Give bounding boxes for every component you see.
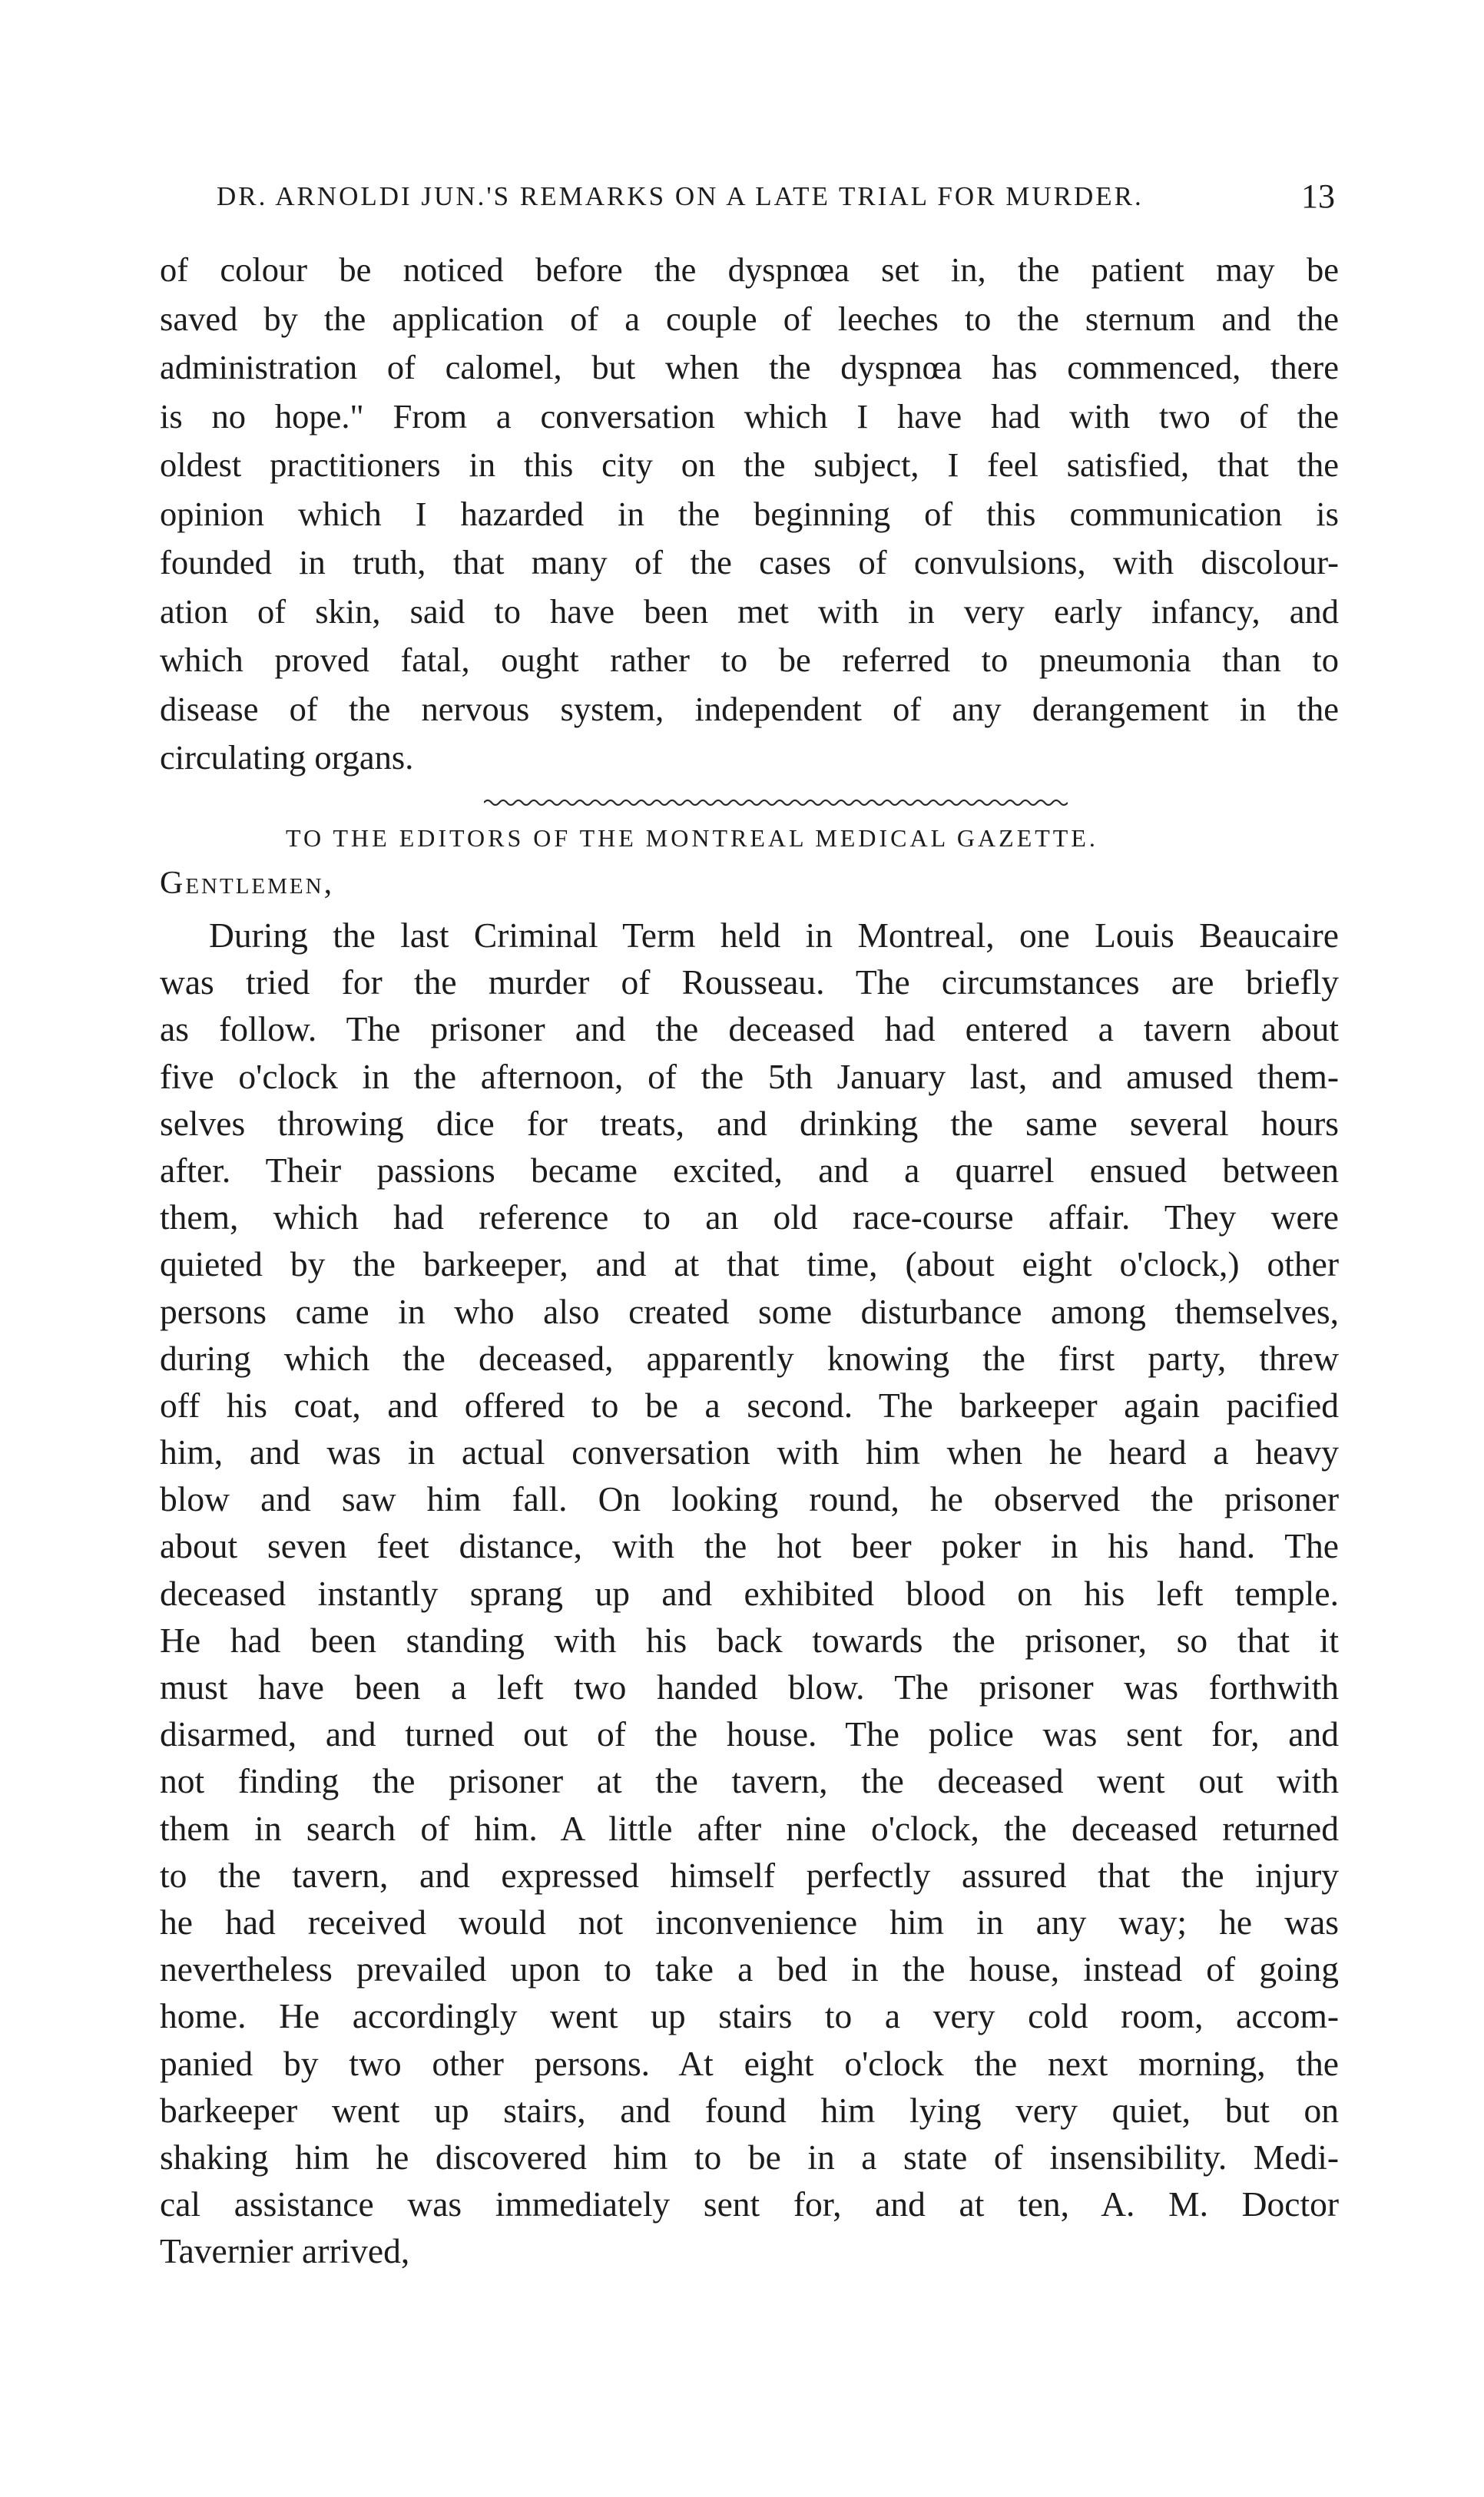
text-line: circulating organs. — [160, 738, 414, 777]
text-line: about seven feet distance, with the hot beer poker in his hand. The — [160, 1526, 1339, 1566]
text-line: nevertheless prevailed upon to take a bed in the house, instead of going — [160, 1949, 1339, 1989]
text-line: persons came in who also created some disturbance among themselves, — [160, 1291, 1339, 1331]
text-line: home. He accordingly went up stairs to a very cold room, accom- — [160, 1996, 1339, 2036]
text-line: cal assistance was immediately sent for, and at ten, A. M. Doctor — [160, 2184, 1339, 2224]
text-line: shaking him he discovered him to be in a state of insensibility. Medi- — [160, 2137, 1339, 2177]
text-line: of colour be noticed before the dyspnœa set in, the patient may be — [160, 250, 1339, 289]
text-line: During the last Criminal Term held in Montreal, one Louis Beaucaire — [209, 916, 1339, 955]
text-line: ation of skin, said to have been met with in very early infancy, and — [160, 591, 1339, 631]
text-line: disarmed, and turned out of the house. The police was sent for, and — [160, 1714, 1339, 1754]
text-line: was tried for the murder of Rousseau. The circumstances are briefly — [160, 962, 1339, 1002]
page-header — [217, 177, 1335, 227]
text-line: them, which had reference to an old race-course affair. They were — [160, 1197, 1339, 1237]
page-number: 13 — [1301, 177, 1335, 215]
letter-paragraph — [160, 912, 1339, 2274]
text-line: not finding the prisoner at the tavern, the deceased went out with — [160, 1761, 1339, 1801]
text-line: five o'clock in the afternoon, of the 5th January last, and amused them- — [160, 1056, 1339, 1096]
text-line: blow and saw him fall. On looking round, he observed the prisoner — [160, 1479, 1339, 1519]
paragraph-continued — [160, 246, 1339, 783]
salutation: Gentlemen, — [160, 866, 335, 901]
text-line: He had been standing with his back towards the prisoner, so that it — [160, 1620, 1339, 1660]
text-line: opinion which I hazarded in the beginning of this communication is — [160, 494, 1339, 533]
text-line: founded in truth, that many of the cases of convulsions, with discolour- — [160, 543, 1339, 581]
section-title: TO THE EDITORS OF THE MONTREAL MEDICAL GAZETTE. — [286, 824, 1098, 852]
text-line: quieted by the barkeeper, and at that time, (about eight o'clock,) other — [160, 1244, 1339, 1284]
text-line: which proved fatal, ought rather to be referred to pneumonia than to — [160, 641, 1339, 679]
section-divider-flourish — [484, 795, 1068, 810]
text-line: after. Their passions became excited, and a quarrel ensued between — [160, 1150, 1339, 1190]
text-line: to the tavern, and expressed himself perfectly assured that the injury — [160, 1855, 1339, 1895]
text-line: deceased instantly sprang up and exhibited blood on his left temple. — [160, 1573, 1339, 1613]
text-line: during which the deceased, apparently knowing the first party, threw — [160, 1338, 1339, 1378]
text-line: him, and was in actual conversation with him when he heard a heavy — [160, 1432, 1339, 1472]
text-line: them in search of him. A little after nine o'clock, the deceased returned — [160, 1808, 1339, 1848]
text-line: saved by the application of a couple of leeches to the sternum and the — [160, 299, 1339, 338]
text-line: administration of calomel, but when the dyspnœa has commenced, there — [160, 348, 1339, 386]
text-line: he had received would not inconvenience him in any way; he was — [160, 1902, 1339, 1942]
text-line: Tavernier arrived, — [160, 2231, 410, 2271]
text-line: off his coat, and offered to be a second. The barkeeper again pacified — [160, 1385, 1339, 1425]
text-line: disease of the nervous system, independent of any derangement in the — [160, 689, 1339, 728]
text-line: barkeeper went up stairs, and found him lying very quiet, but on — [160, 2090, 1339, 2130]
text-line: oldest practitioners in this city on the subject, I feel satisfied, that the — [160, 445, 1339, 484]
text-line: is no hope." From a conversation which I have had with two of the — [160, 396, 1339, 435]
text-line: must have been a left two handed blow. The prisoner was forthwith — [160, 1667, 1339, 1707]
running-head: DR. ARNOLDI JUN.'S REMARKS ON A LATE TRIAL FOR MURDER. — [217, 181, 1144, 211]
text-line: panied by two other persons. At eight o'clock the next morning, the — [160, 2043, 1339, 2083]
text-line: selves throwing dice for treats, and drinking the same several hours — [160, 1103, 1339, 1143]
text-line: as follow. The prisoner and the deceased had entered a tavern about — [160, 1009, 1339, 1049]
